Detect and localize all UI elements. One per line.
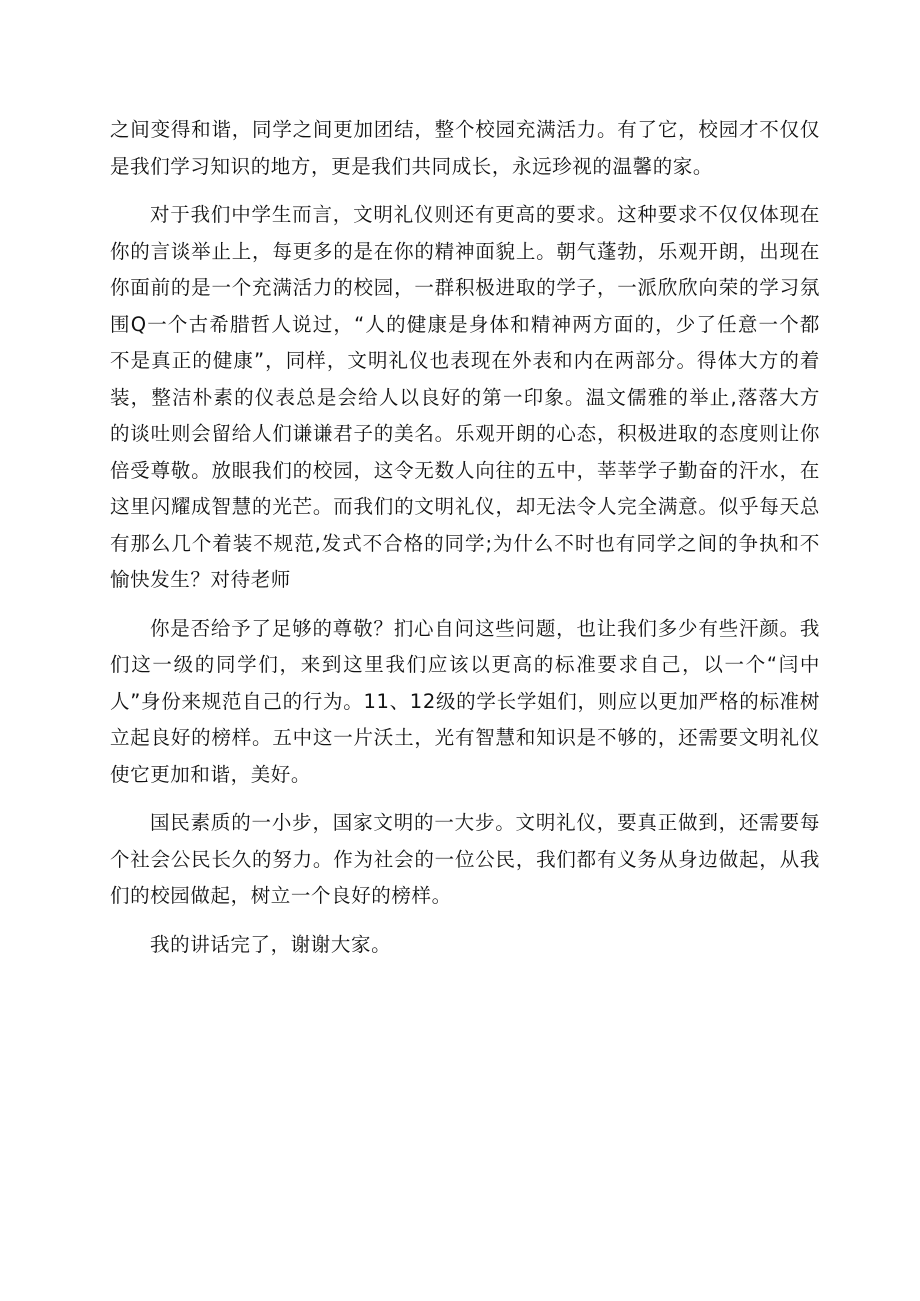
- paragraph-4: 国民素质的一小步，国家文明的一大步。文明礼仪，要真正做到，还需要每个社会公民长久的努力。作为社会的一位公民，我们都有义务从身边做起，从我们的校园做起，树立一个良好的榜样。: [110, 811, 820, 907]
- document-body: [110, 112, 820, 975]
- paragraph-5: 我的讲话完了，谢谢大家。: [150, 932, 392, 956]
- paragraph-1: 之间变得和谐，同学之间更加团结，整个校园充满活力。有了它，校园才不仅仅是我们学习知识的地方，更是我们共同成长，永远珍视的温馨的家。: [110, 118, 820, 178]
- paragraph-2: 对于我们中学生而言，文明礼仪则还有更高的要求。这种要求不仅仅体现在你的言谈举止上，每更多的是在你的精神面貌上。朝气蓬勃，乐观开朗，出现在你面前的是一个充满活力的校园，一群积极进取的学子，一派欣欣向荣的学习氛围Q一个古希腊哲人说过，“人的健康是身体和精神两方面的，少了任意一个都不是真正的健康”，同样，文明礼仪也表现在外表和内在两部分。得体大方的着装，整洁朴素的仪表总是会给人以良好的第一印象。温文儒雅的举止,落落大方的谈吐则会留给人们谦谦君子的美名。乐观开朗的心态，积极进取的态度则让你倍受尊敬。放眼我们的校园，这令无数人向往的五中，莘莘学子勤奋的汗水，在这里闪耀成智慧的光芒。而我们的文明礼仪，却无法令人完全满意。似乎每天总有那么几个着装不规范,发式不合格的同学;为什么不时也有同学之间的争执和不愉快发生？对待老师: [110, 203, 820, 591]
- paragraph-3: 你是否给予了足够的尊敬？扪心自问这些问题，也让我们多少有些汗颜。我们这一级的同学们，来到这里我们应该以更高的标准要求自己，以一个“闫中人”身份来规范自己的行为。11、12级的学长学姐们，则应以更加严格的标准树立起良好的榜样。五中这一片沃土，光有智慧和知识是不够的，还需要文明礼仪使它更加和谐，美好。: [110, 616, 820, 786]
